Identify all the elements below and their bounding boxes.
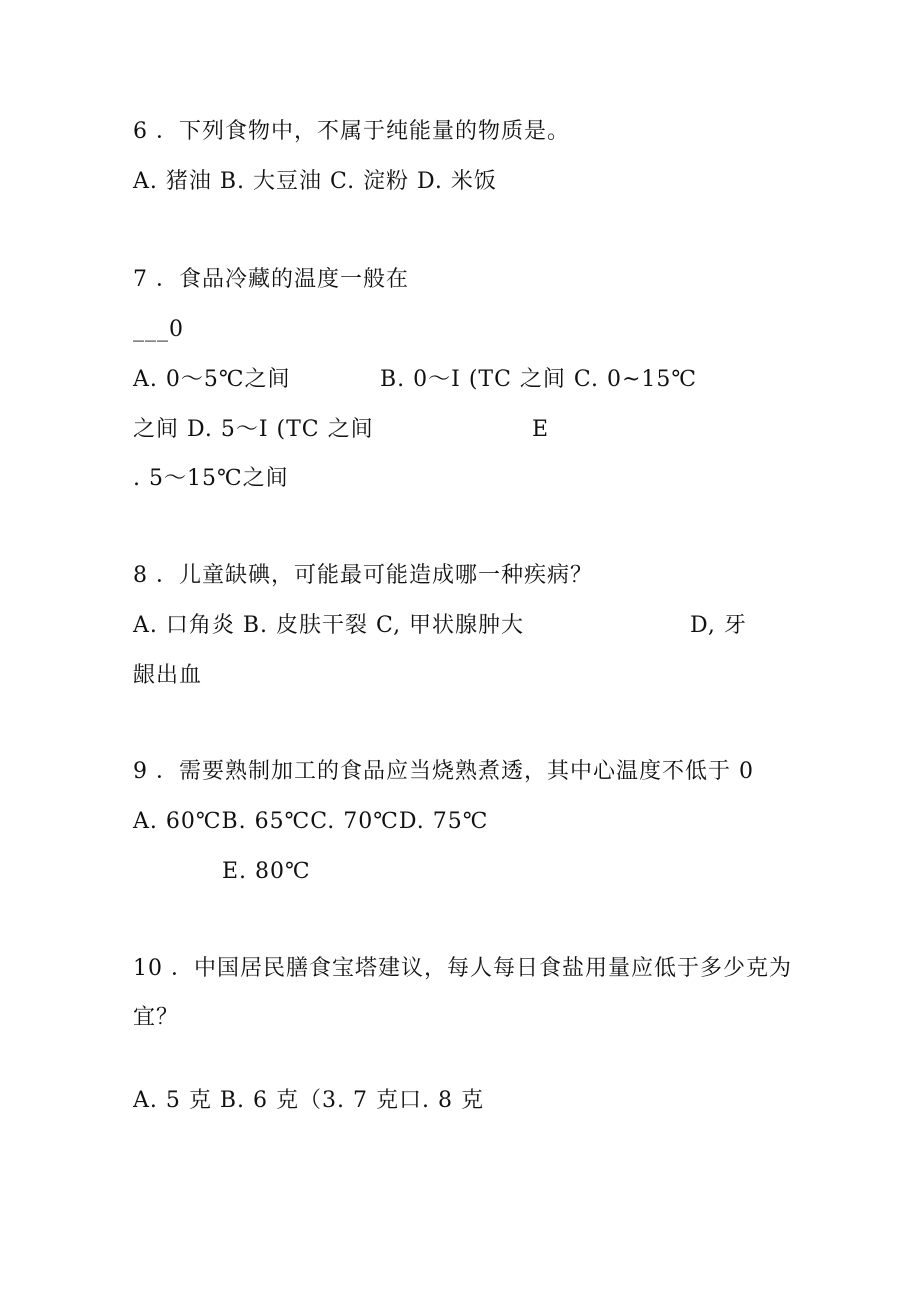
q9-option-e: E. 80℃ xyxy=(222,859,311,884)
q8-stem: 8 ．儿童缺碘，可能最可能造成哪一种疾病？ xyxy=(133,563,593,588)
q10-stem: 10 ．中国居民膳食宝塔建议，每人每日食盐用量应低于多少克为 xyxy=(133,956,792,981)
q8-options-a-c: A. 口角炎 B. 皮肤干裂 C, 甲状腺肿大 xyxy=(133,613,525,638)
q9-stem: 9 ．需要熟制加工的食品应当烧熟煮透，其中心温度不低于 0 xyxy=(133,759,754,784)
q7-option-d: 之间 D. 5～I (TC 之间 xyxy=(133,417,374,442)
q8-option-d: D, 牙 xyxy=(690,613,747,638)
q10-stem-cont: 宜？ xyxy=(133,1005,180,1030)
q7-option-e: . 5～15℃之间 xyxy=(133,466,289,491)
q7-option-e-label: E xyxy=(532,417,550,442)
q7-stem: 7 ．食品冷藏的温度一般在 xyxy=(133,267,409,292)
q6-stem: 6 ．下列食物中，不属于纯能量的物质是。 xyxy=(133,119,570,144)
q9-options: A. 60℃B. 65℃C. 70℃D. 75℃ xyxy=(133,809,489,834)
q8-option-d-cont: 龈出血 xyxy=(133,663,203,688)
q7-option-b-c: B. 0～I (TC 之间 C. 0~15℃ xyxy=(380,367,697,392)
q10-options: A. 5 克 B. 6 克（3. 7 克口. 8 克 xyxy=(133,1088,484,1113)
q7-blank: ___0 xyxy=(133,317,184,342)
q6-options: A. 猪油 B. 大豆油 C. 淀粉 D. 米饭 xyxy=(133,169,497,194)
q7-option-a: A. 0～5℃之间 xyxy=(133,367,291,392)
